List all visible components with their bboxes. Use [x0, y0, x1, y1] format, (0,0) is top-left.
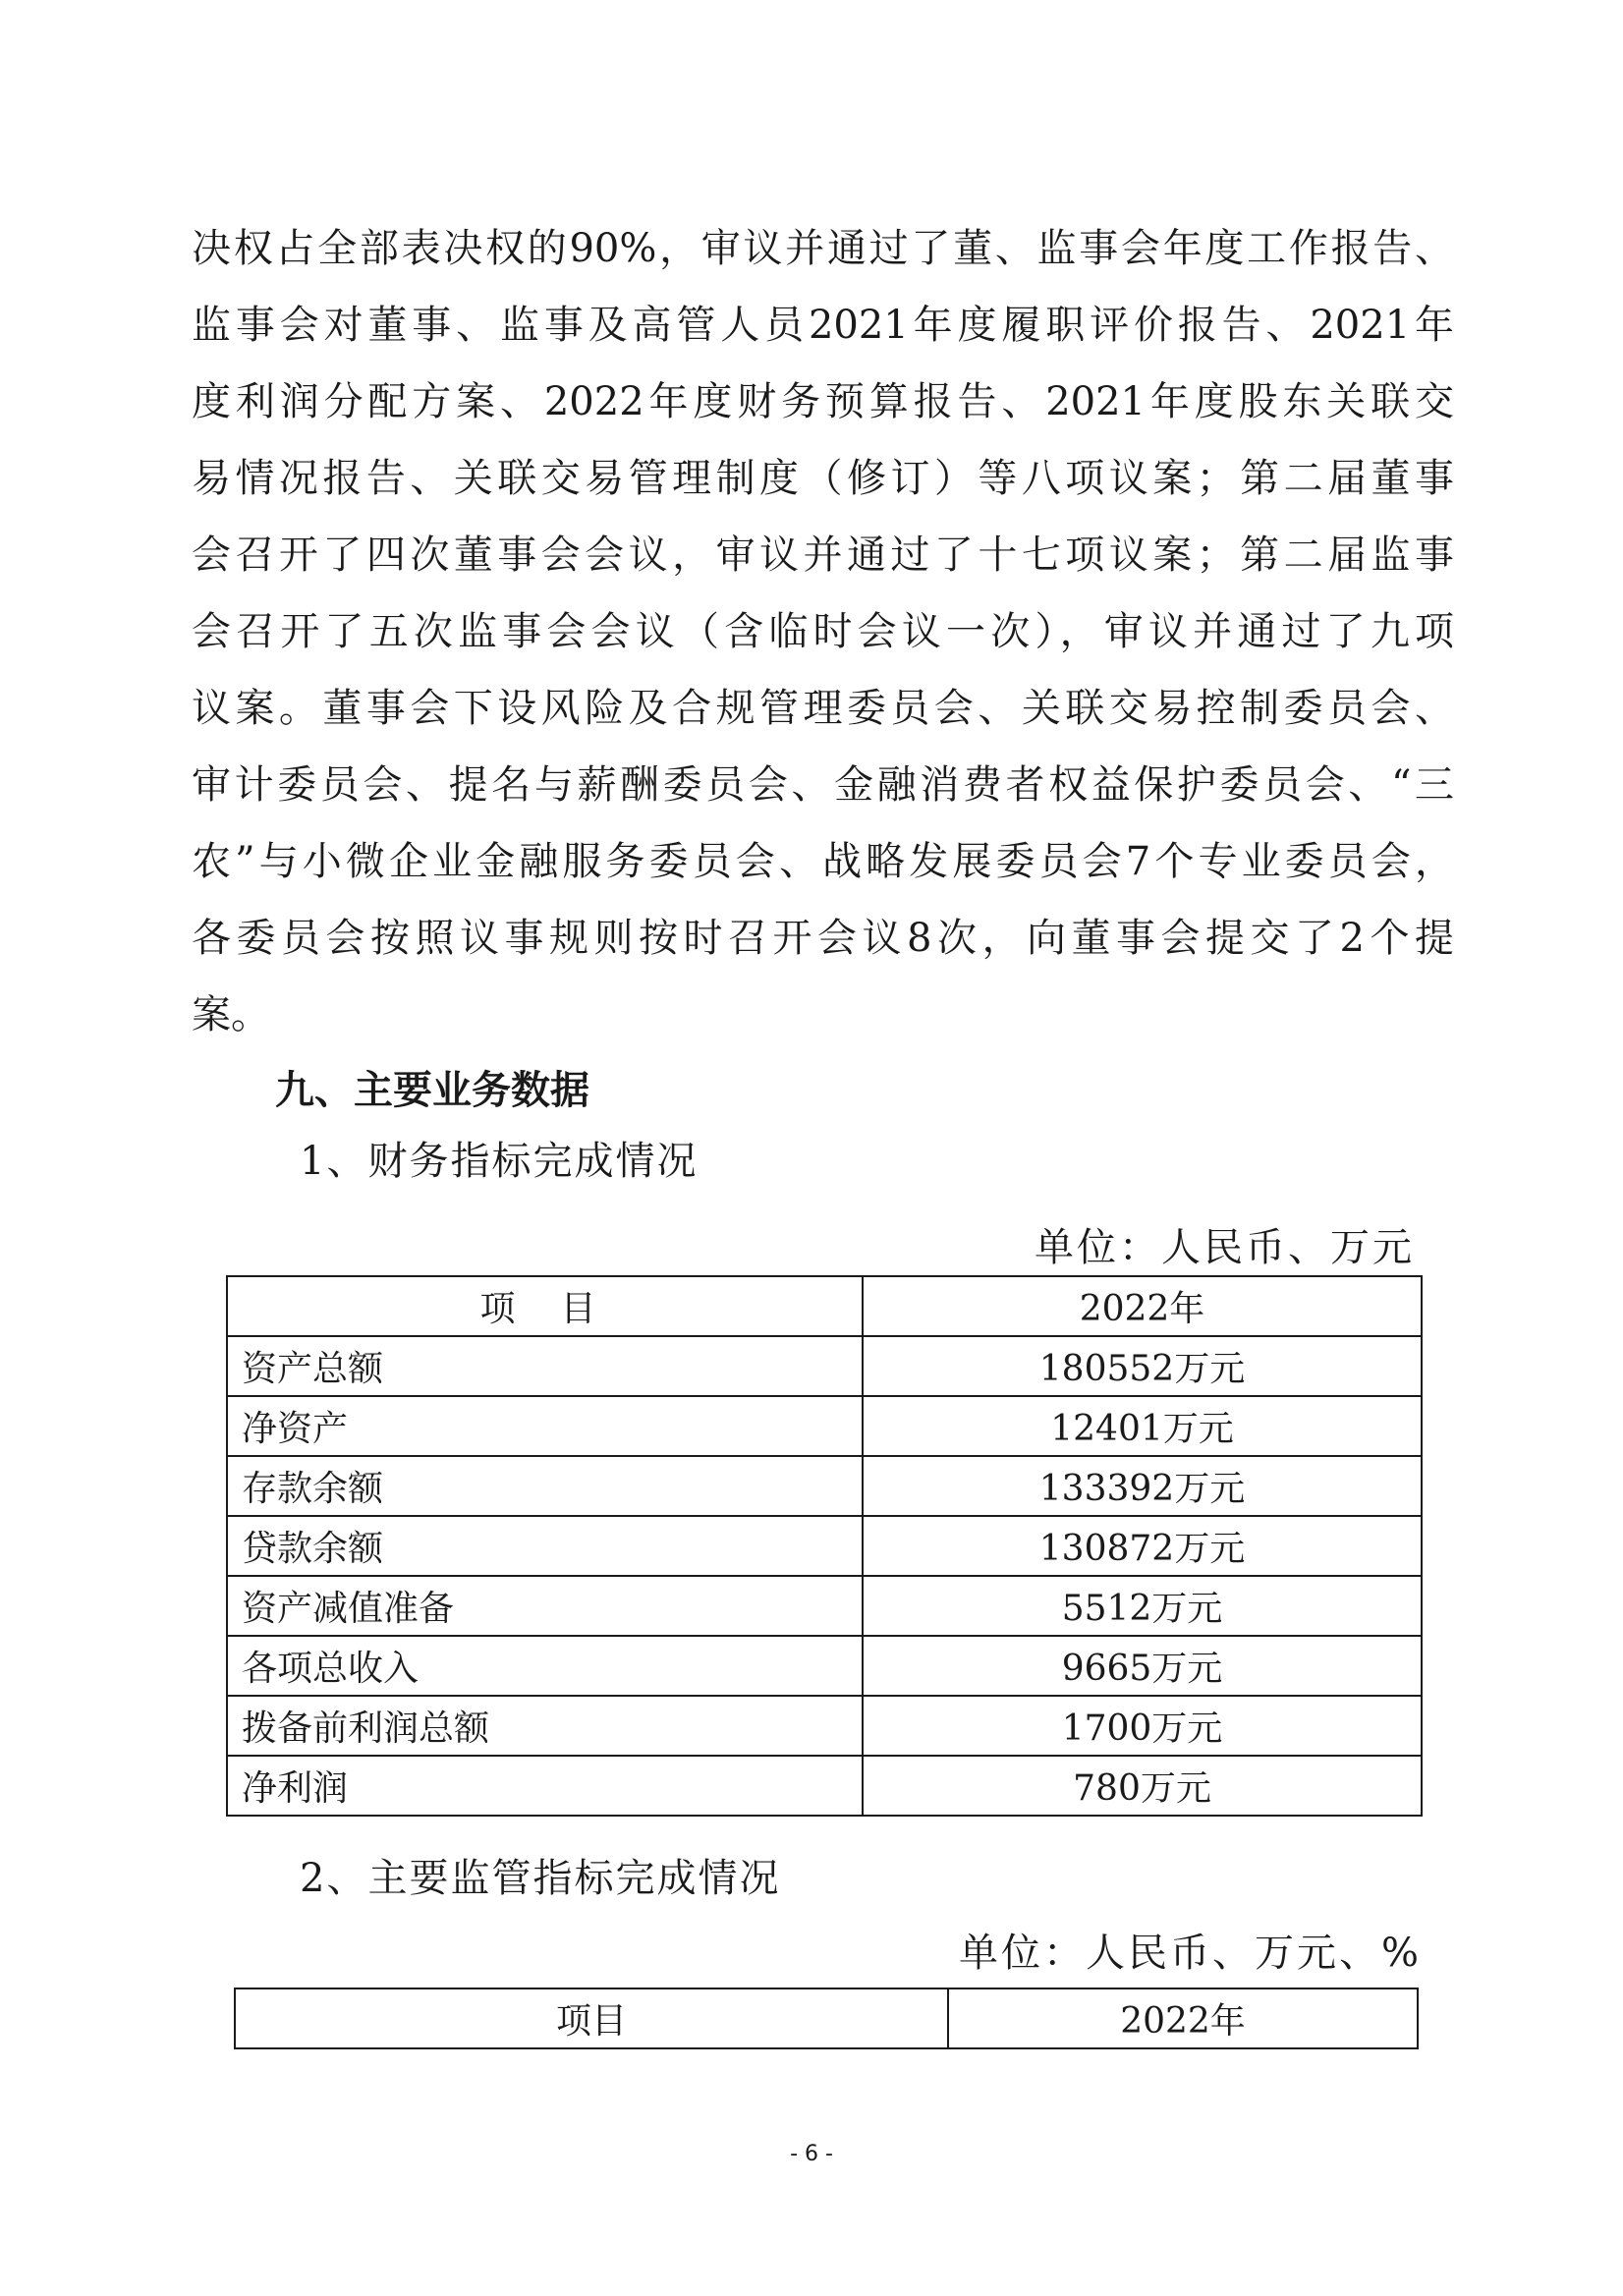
table-row: [227, 1576, 1422, 1636]
unit-note-financial: 单位：人民币、万元: [1035, 1225, 1415, 1270]
body-line: 决权占全部表决权的90%，审议并通过了董、监事会年度工作报告、: [192, 226, 1454, 271]
body-line: 易情况报告、关联交易管理制度（修订）等八项议案；第二届董事: [192, 456, 1454, 501]
row-label: 资产总额: [227, 1336, 863, 1396]
header-cell-year: 2022年: [948, 1988, 1418, 2048]
table-row: [227, 1456, 1422, 1516]
body-paragraph: [192, 210, 1454, 1053]
header-cell-item: 项目: [235, 1988, 948, 2048]
body-line: 审计委员会、提名与薪酬委员会、金融消费者权益保护委员会、“三: [192, 762, 1454, 808]
row-value: 1700万元: [863, 1696, 1422, 1756]
row-label: 贷款余额: [227, 1516, 863, 1576]
table-row: [227, 1336, 1422, 1396]
row-label: 拨备前利润总额: [227, 1696, 863, 1756]
row-label: 资产减值准备: [227, 1576, 863, 1636]
page-number: - 6 -: [790, 2142, 833, 2166]
table-row: [227, 1696, 1422, 1756]
financial-indicators-table: [226, 1275, 1423, 1817]
row-value: 5512万元: [863, 1576, 1422, 1636]
table-row: [227, 1516, 1422, 1576]
table-row: [227, 1636, 1422, 1696]
unit-note-regulatory: 单位：人民币、万元、%: [958, 1931, 1422, 1976]
table-row: [227, 1756, 1422, 1816]
header-cell-year: 2022年: [863, 1276, 1422, 1336]
body-line: 会召开了五次监事会会议（含临时会议一次），审议并通过了九项: [192, 609, 1454, 654]
section-heading: 九、主要业务数据: [275, 1068, 589, 1113]
row-value: 780万元: [863, 1756, 1422, 1816]
subsection-title-financial: 1、财务指标完成情况: [300, 1139, 699, 1184]
body-line: 监事会对董事、监事及高管人员2021年度履职评价报告、2021年: [192, 303, 1454, 348]
row-value: 133392万元: [863, 1456, 1422, 1516]
body-line: 会召开了四次董事会会议，审议并通过了十七项议案；第二届监事: [192, 532, 1454, 578]
body-line: 度利润分配方案、2022年度财务预算报告、2021年度股东关联交: [192, 379, 1454, 424]
regulatory-indicators-table: [234, 1988, 1419, 2049]
row-label: 各项总收入: [227, 1636, 863, 1696]
row-label: 存款余额: [227, 1456, 863, 1516]
table-row: [227, 1396, 1422, 1456]
row-value: 12401万元: [863, 1396, 1422, 1456]
table-header-row: [227, 1276, 1422, 1336]
body-line: 案。: [192, 992, 270, 1037]
subsection-title-regulatory: 2、主要监管指标完成情况: [300, 1856, 781, 1901]
body-line: 各委员会按照议事规则按时召开会议8次，向董事会提交了2个提: [192, 916, 1454, 961]
row-value: 130872万元: [863, 1516, 1422, 1576]
body-line: 议案。董事会下设风险及合规管理委员会、关联交易控制委员会、: [192, 686, 1454, 731]
header-cell-item: 项目: [227, 1276, 863, 1336]
row-label: 净利润: [227, 1756, 863, 1816]
row-value: 180552万元: [863, 1336, 1422, 1396]
row-label: 净资产: [227, 1396, 863, 1456]
table-header-row: [235, 1988, 1418, 2048]
body-line: 农”与小微企业金融服务委员会、战略发展委员会7个专业委员会，: [192, 839, 1454, 884]
row-value: 9665万元: [863, 1636, 1422, 1696]
